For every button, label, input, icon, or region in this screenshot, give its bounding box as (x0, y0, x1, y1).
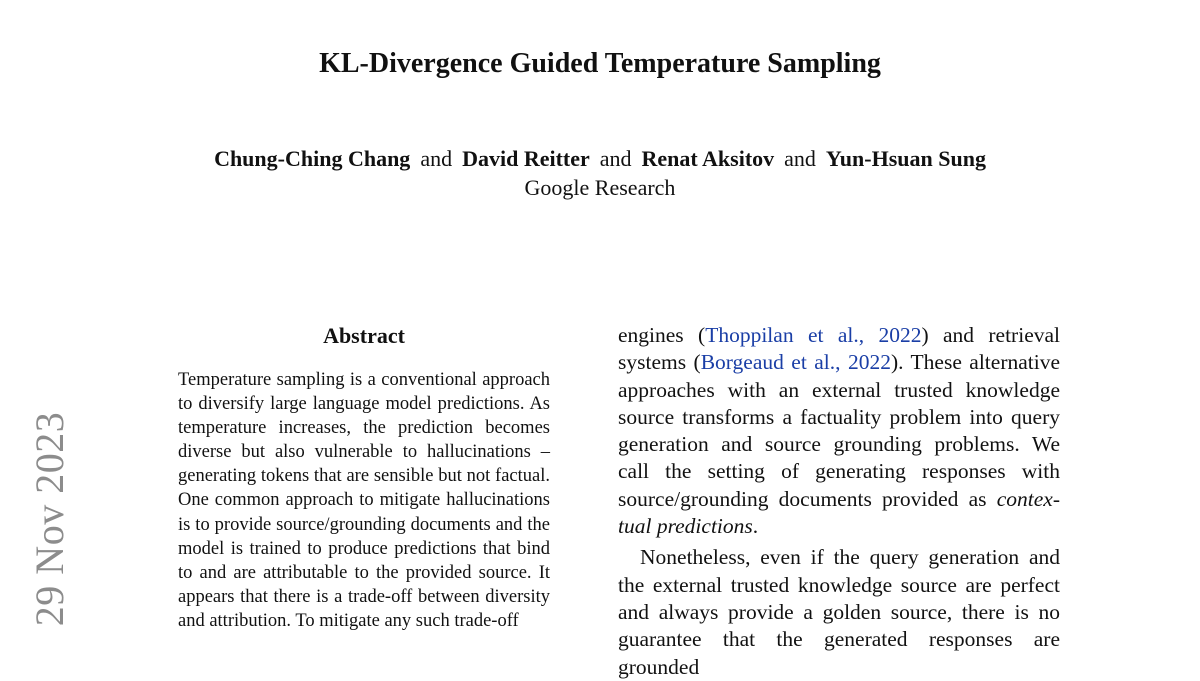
body-paragraph (618, 322, 1060, 540)
author-separator: and (784, 146, 816, 171)
paper-title: KL-Divergence Guided Temperature Sampling (319, 48, 881, 79)
body-column-right (618, 322, 1061, 679)
body-text: engines ( (618, 323, 706, 347)
author-name: David Reitter (462, 146, 590, 171)
author-separator: and (420, 146, 453, 171)
body-text: . (752, 514, 759, 539)
author-separator: and (599, 146, 632, 171)
citation-link[interactable]: Thoppilan et al., 2022 (705, 323, 922, 347)
body-text: ). These alternative approaches with an external trusted knowledge source transforms a factuality problem into query generation and source grounding problems. We call the setting of generating responses with source/grounding documents provided as (618, 350, 1061, 511)
author-affiliation: Google Research (524, 175, 676, 200)
abstract-heading: Abstract (323, 323, 405, 348)
body-text: ) and retrieval systems ( (618, 323, 1060, 375)
arxiv-date-stamp (27, 411, 72, 627)
body-paragraph: Nonetheless, even if the query generation and the external trusted knowledge source are perfect and always provide a golden source, there is no guarantee that the generated responses are grounded (618, 545, 1060, 679)
arxiv-date-text: 29 Nov 2023 (27, 411, 72, 627)
author-name: Chung-Ching Chang (214, 146, 411, 171)
author-list (0, 144, 1200, 174)
author-name: Yun-Hsuan Sung (825, 146, 986, 171)
author-name: Renat Aksitov (641, 146, 775, 171)
citation-link[interactable]: Borgeaud et al., 2022 (700, 350, 891, 375)
abstract-text: Temperature sampling is a conventional approach to diversify large language model predictions. As temperature increases, the prediction becomes diverse but also vulnerable to hallucinations – generating tokens that are sensible but not factual. One common approach to mitigate hallucinations is to provide source/grounding documents and the model is trained to produce predictions that bind to and are attributable to the provided source. It appears that there is a trade-off between diversity and attribution. To mitigate any such trade-off (178, 370, 550, 631)
emphasized-term: contextual predictions (618, 486, 1060, 539)
